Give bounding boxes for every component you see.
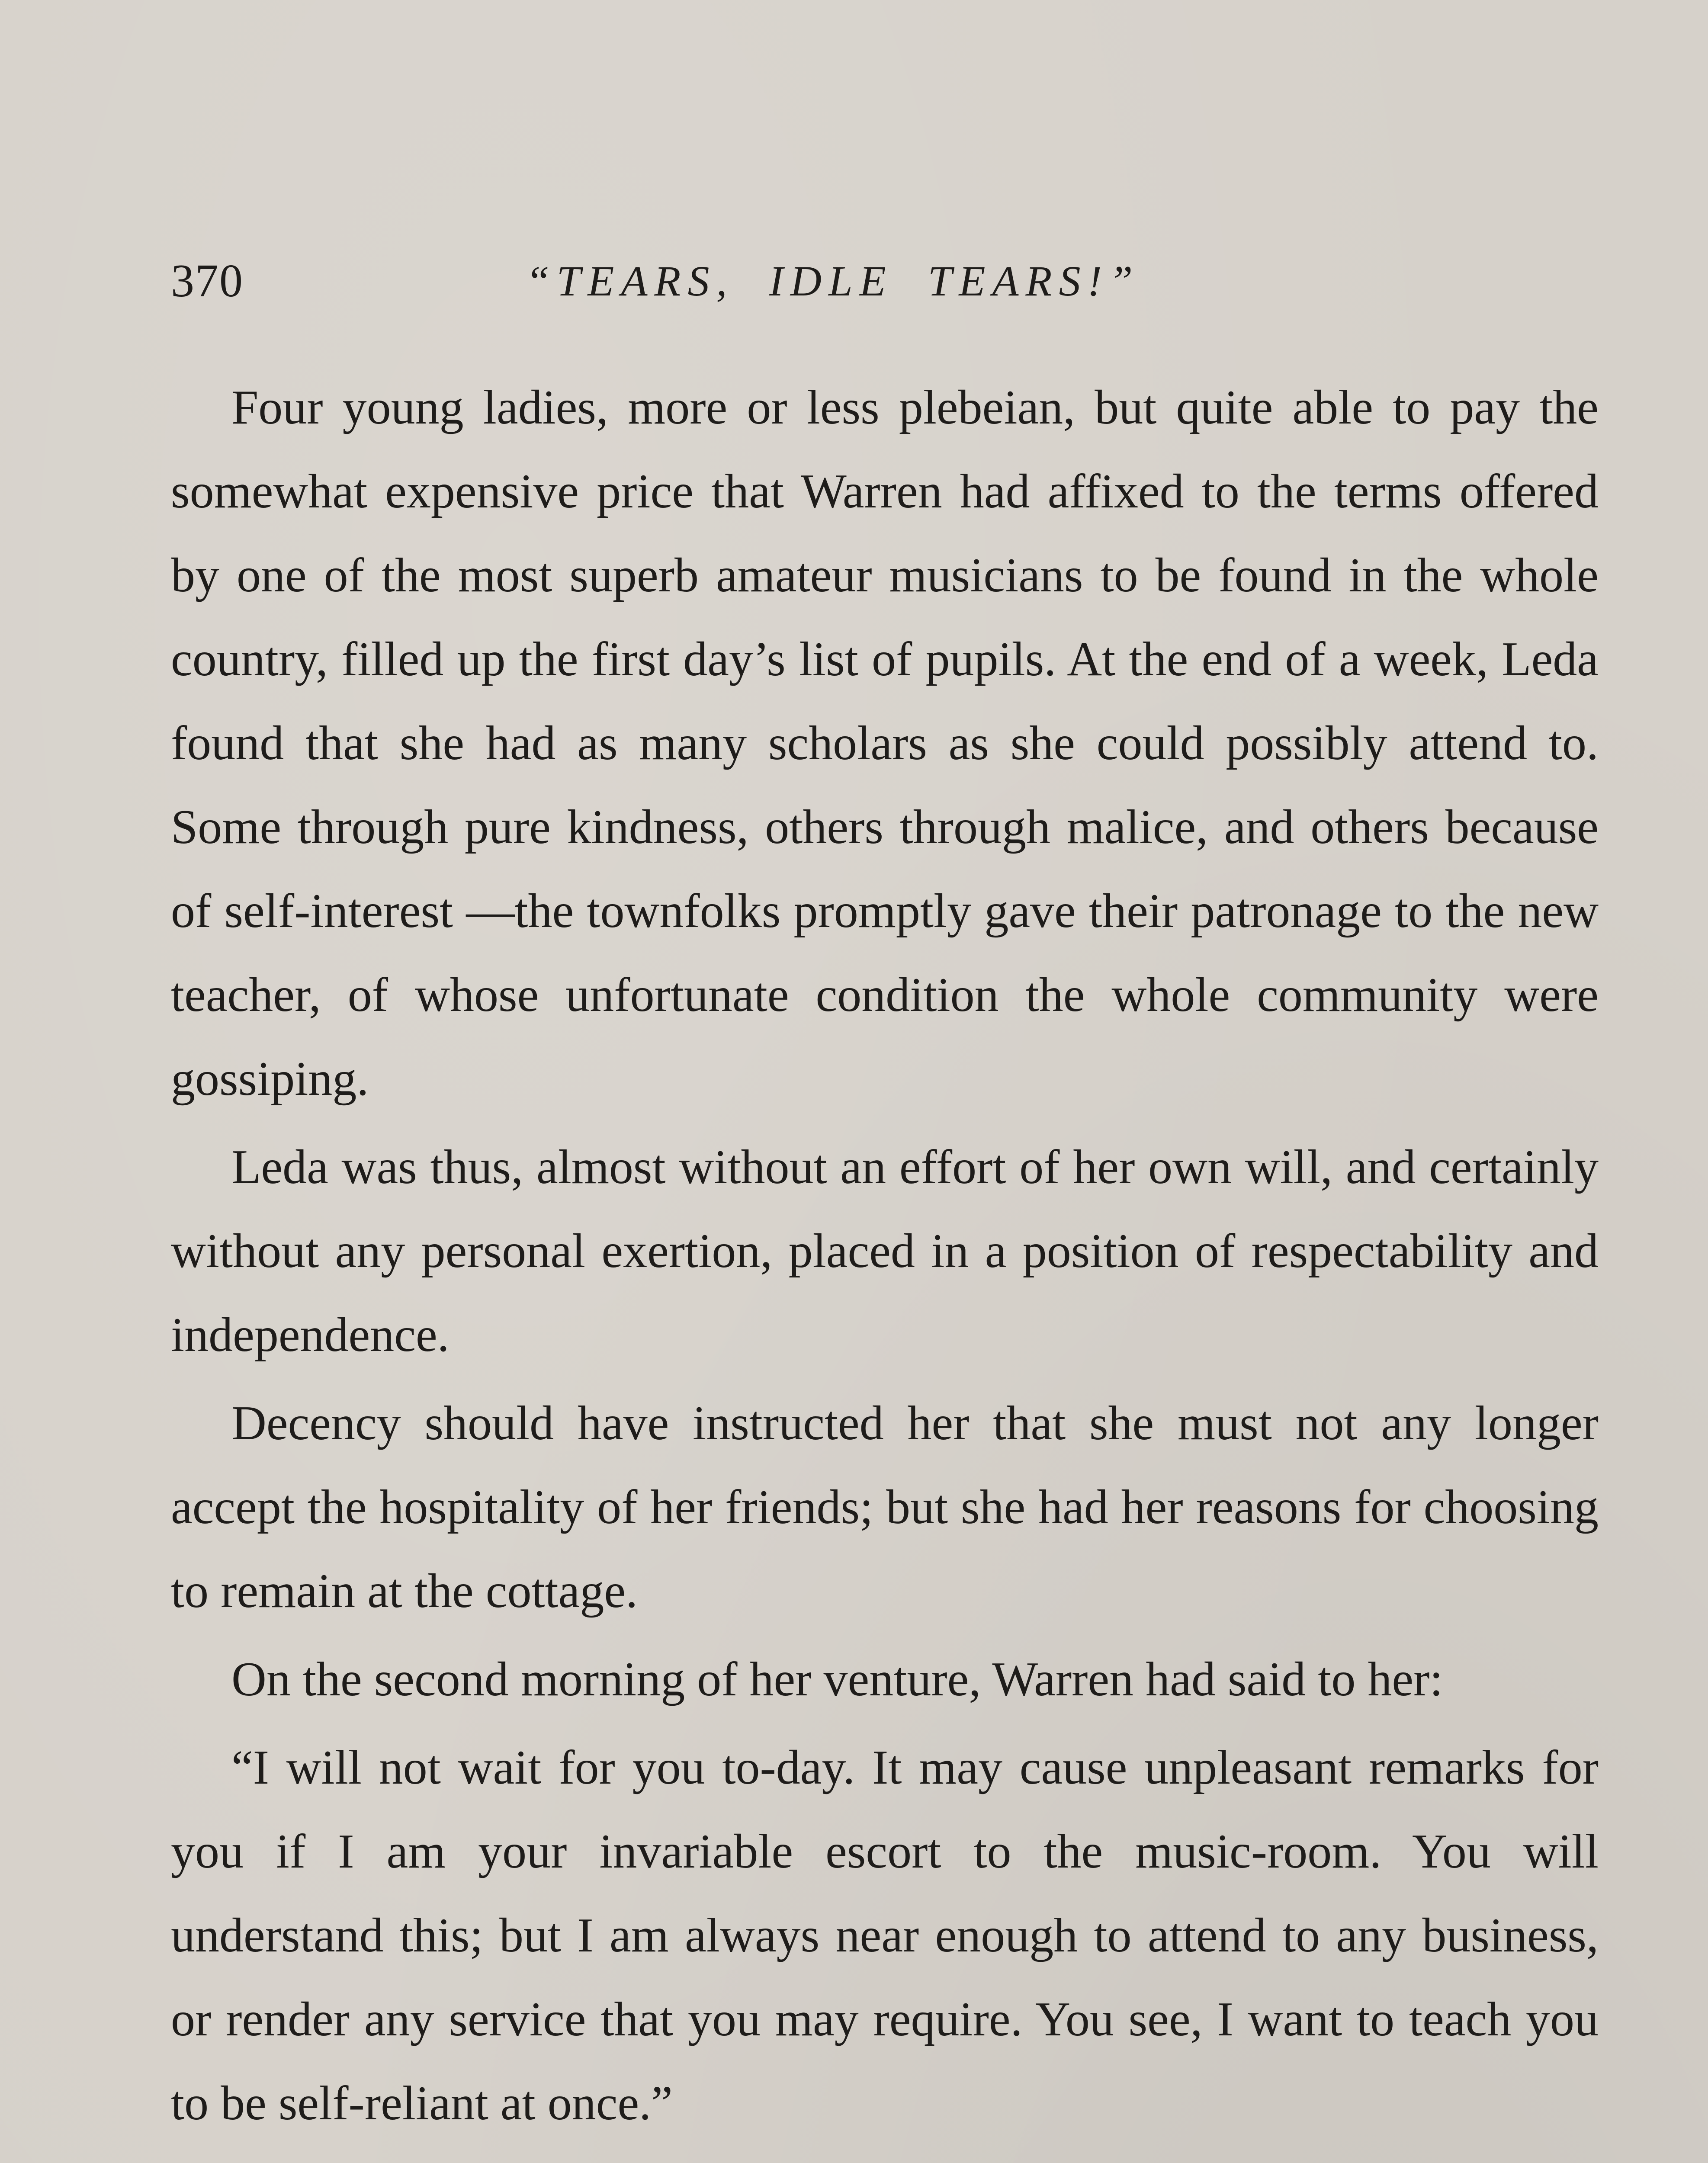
body-text [171, 366, 1599, 2163]
paragraph [171, 2150, 1599, 2163]
paragraph: Leda was thus, almost without an effort of her own will, and certainly without any personal exertion, placed in a position of respectability and independence. [171, 1140, 1599, 1362]
paragraph: Four young ladies, more or less plebeian, but quite able to pay the somewhat expensive price that Warren had affixed to the terms offered by one of the most superb amateur musicians to be found in the whole country, filled up the first day’s list of pupils. At the end of a week, Leda found that she had as many scholars as she could possibly attend to. Some through pure kindness, others through malice, and others because of self-interest —the townfolks promptly gave their patronage to the new teacher, of whose unfortunate condition the whole community were gossiping. [171, 381, 1599, 1106]
page-number: 370 [171, 255, 244, 307]
paragraph: Decency should have instructed her that she must not any longer accept the hospitality of her friends; but she had her reasons for choosing to remain at the cottage. [171, 1396, 1599, 1618]
paragraph: “I will not wait for you to-day. It may cause unpleasant remarks for you if I am your invariable escort to the music-room. You will understand this; but I am always near enough to attend to any business, or render any service that you may require. You see, I want to teach you to be self-reliant at once.” [171, 1741, 1599, 2130]
paragraph: On the second morning of her venture, Warren had said to her: [231, 1653, 1443, 1706]
running-title: “TEARS, IDLE TEARS!” [526, 257, 1140, 305]
running-head [171, 242, 1599, 320]
